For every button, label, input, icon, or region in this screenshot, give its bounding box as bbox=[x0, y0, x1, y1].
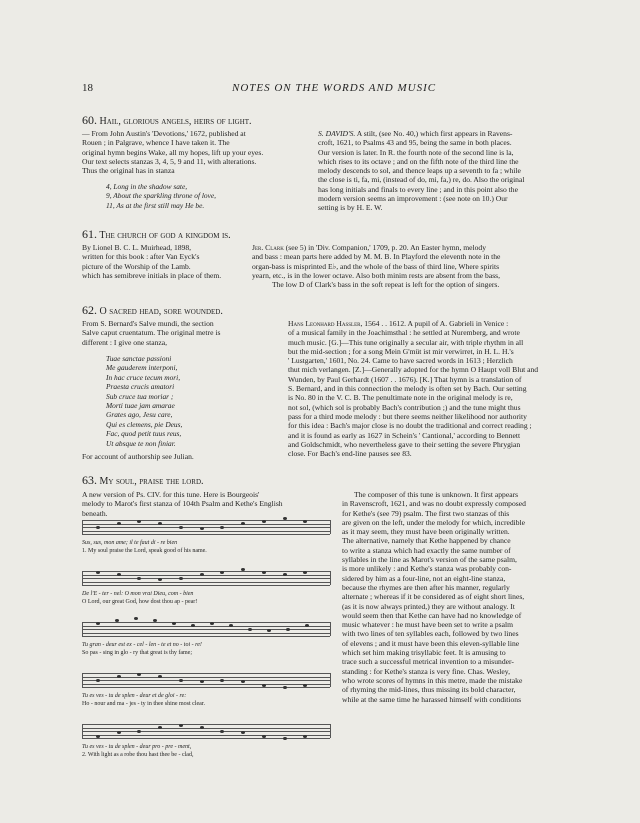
hymn-number: 60. bbox=[82, 113, 97, 127]
text-line: A stilt, (see No. 40,) which first appears in Ravens- bbox=[356, 129, 513, 138]
lyric-french: Sus, sus, mon ame; il te faut di - re bien bbox=[82, 540, 178, 546]
verse-line: Tuae sanctae passioni bbox=[106, 354, 172, 363]
lyric-english: O Lord, our great God, how dost thou ap - pear! bbox=[82, 599, 198, 605]
hymn-number: 62. bbox=[82, 303, 97, 317]
music-note bbox=[115, 619, 119, 622]
text-line: standing : for Kethe's stanza is very fine. Chas. Wesley, bbox=[342, 666, 510, 676]
text-line: By Lionel B. C. L. Muirhead, 1898, bbox=[82, 243, 192, 252]
music-note bbox=[303, 684, 307, 687]
text-line: The low D of Clark's bass in the soft repeat is left for the option of singers. bbox=[272, 280, 500, 290]
text-line: music whatever : he must have been set to write a psalm bbox=[342, 620, 514, 630]
text-line: which set him making trisyllabic feet. It is amusing to bbox=[342, 648, 506, 658]
text-line: for Kethe's (see 79) psalm. The first two stanzas of this bbox=[342, 508, 510, 518]
text-line: which has semibreve initials in place of them. bbox=[82, 270, 222, 280]
text-line: to write a stanza which had exactly the same number of bbox=[342, 545, 511, 555]
music-note bbox=[283, 517, 287, 520]
music-note bbox=[96, 735, 100, 738]
text-line: original hymn begins Wake, all my hopes, lift up your eyes. bbox=[82, 147, 264, 157]
text-line: setting is by H. E. W. bbox=[318, 203, 383, 213]
text-line: much music. [G.]—This tune originally a secular air, with triple rhythm in all bbox=[288, 337, 524, 347]
text-line: is more unlikely : and Kethe's stanza was probably con- bbox=[342, 564, 512, 574]
lyric-french: Tu es ves - tu de splen - deur pro - pre - ment, bbox=[82, 744, 192, 750]
music-note bbox=[248, 628, 252, 631]
verse-line: Qui es clemens, pie Deus, bbox=[106, 419, 183, 429]
bar-line bbox=[82, 622, 83, 636]
text-line: — From John Austin's 'Devotions,' 1672, published at bbox=[82, 129, 246, 138]
lyric-english: 1. My soul praise the Lord, speak good of his name. bbox=[82, 548, 207, 554]
hymn-title: O sacred head, sore wounded. bbox=[99, 306, 223, 317]
text-line: croft, 1621, to Psalms 43 and 95, being the same in both places. bbox=[318, 138, 512, 148]
text-line: and Goldschmidt, who nevertheless gave to their setting the severe Phrygian bbox=[288, 439, 521, 449]
music-note bbox=[117, 675, 121, 678]
text-line: while at the same time he harassed himself with conditions bbox=[342, 694, 522, 704]
text-line: written for this book : after Van Eyck's bbox=[82, 252, 200, 262]
text-line: yearn, etc., is in the lower octave. Also both minim rests are absent from the bass, bbox=[252, 270, 500, 280]
verse-line: Morti tuae jam amarae bbox=[106, 401, 175, 411]
lyric-french: Tu es ves - tu de splen - deur et de gloi - re: bbox=[82, 693, 187, 699]
hymn-60-heading bbox=[82, 114, 252, 128]
music-note bbox=[137, 730, 141, 733]
composer-name: Jer. Clark bbox=[252, 243, 284, 252]
text-line: beneath. bbox=[82, 508, 108, 518]
hymn-61-notes-left bbox=[82, 243, 248, 280]
music-note bbox=[200, 573, 204, 576]
music-note bbox=[283, 737, 287, 740]
music-note bbox=[191, 624, 195, 627]
lyric-english: So pas - sing in glo - ry that great is thy fame; bbox=[82, 650, 192, 656]
music-note bbox=[96, 679, 100, 682]
text-line: has long initials and finals to every line ; and in this point also the bbox=[318, 184, 518, 194]
text-line: ' Lustgarten,' 1601, No. 24. Came to have sacred words in 1613 ; Herzlich bbox=[288, 356, 513, 366]
text-line: close. For Bach's end-line pauses see 83. bbox=[288, 449, 412, 459]
music-note bbox=[220, 679, 224, 682]
music-note bbox=[117, 522, 121, 525]
hymn-63-notes-left bbox=[82, 490, 330, 518]
text-line: in Ravenscroft, 1621, and was no doubt expressly composed bbox=[342, 499, 526, 509]
text-line: which rises to its octave ; and on the fifth note of the third line the bbox=[318, 156, 519, 166]
bar-line bbox=[330, 622, 331, 636]
text-line: as it may seem, they must have been originally written. bbox=[342, 527, 510, 537]
hymn-62-heading bbox=[82, 304, 223, 318]
hymn-title: Hail, glorious angels, heirs of light. bbox=[99, 116, 252, 127]
hymn-62-notes-left bbox=[82, 319, 262, 347]
hymn-63-heading bbox=[82, 474, 204, 488]
verse-line: Grates ago, Jesu care, bbox=[106, 410, 173, 420]
music-note bbox=[305, 624, 309, 627]
hymn-62-latin-verse bbox=[106, 354, 182, 448]
music-note bbox=[220, 526, 224, 529]
text-line: Our text selects stanzas 3, 4, 5, 9 and 11, with alterations. bbox=[82, 156, 257, 166]
hymn-title: The church of god a kingdom is. bbox=[99, 230, 231, 241]
music-note bbox=[96, 526, 100, 529]
music-note bbox=[117, 573, 121, 576]
bar-line bbox=[82, 571, 83, 585]
text-line: with two lines of ten syllables each, followed by two lines bbox=[342, 629, 519, 639]
verse-line: 4, Long in the shadow sate, bbox=[106, 182, 188, 191]
hymn-60-notes-right bbox=[318, 129, 558, 213]
running-title: NOTES ON THE WORDS AND MUSIC bbox=[232, 82, 437, 94]
text-line: is No. 80 in the V. C. B. The penultimate note in the original melody is re, bbox=[288, 393, 513, 403]
music-note bbox=[137, 577, 141, 580]
music-note bbox=[241, 568, 245, 571]
verse-line: In hac cruce tecum mori, bbox=[106, 372, 181, 382]
music-note bbox=[303, 735, 307, 738]
bar-line bbox=[330, 520, 331, 534]
bar-line bbox=[82, 724, 83, 738]
music-note bbox=[262, 735, 266, 738]
text-line: of a musical family in the Joachimsthal : he settled at Nuremberg, and wrote bbox=[288, 328, 520, 338]
bar-line bbox=[330, 673, 331, 687]
music-note bbox=[153, 619, 157, 622]
music-note bbox=[283, 686, 287, 689]
hymn-60-notes-left bbox=[82, 129, 306, 175]
text-line: melody descends to sol, and thence leaps up a seventh to fa ; while bbox=[318, 166, 521, 176]
text-line: not sol, (which sol is probably Bach's contribution ;) and the tune might thus bbox=[288, 402, 521, 412]
music-note bbox=[220, 730, 224, 733]
music-note bbox=[283, 573, 287, 576]
tune-name: S. DAVID'S. bbox=[318, 129, 356, 138]
text-line: of elevens ; and it must have been this eleven-syllable line bbox=[342, 638, 520, 648]
hymn-title: My soul, praise the lord. bbox=[99, 476, 204, 487]
text-line: From S. Bernard's Salve mundi, the section bbox=[82, 319, 214, 328]
text-line: sidered by him as a four-line, not an eight-line stanza, bbox=[342, 573, 506, 583]
hymn-60-verse bbox=[106, 182, 216, 210]
page-number: 18 bbox=[82, 82, 93, 94]
lyric-french: Tu gran - deur est ex - cel - len - te et no - toi - re! bbox=[82, 642, 202, 648]
verse-line: 11, As at the first still may He be. bbox=[106, 200, 205, 210]
music-note bbox=[200, 726, 204, 729]
hymn-63-notes-right bbox=[342, 490, 558, 704]
bar-line bbox=[82, 673, 83, 687]
verse-line: 9, About the sparkling throne of love, bbox=[106, 191, 217, 201]
text-line: would seem then that Kethe can have had no knowledge of bbox=[342, 610, 522, 620]
music-note bbox=[134, 617, 138, 620]
verse-line: Me gauderem interponi, bbox=[106, 363, 178, 373]
text-line: thut mich verlangen. [Z.]—Generally adopted for the hymn O Haupt voll Blut and bbox=[288, 365, 539, 375]
page-header bbox=[82, 82, 568, 96]
text-line: The composer of this tune is unknown. It first appears bbox=[354, 490, 519, 499]
text-line: Rouen ; in Palgrave, whence I have taken it. The bbox=[82, 138, 230, 148]
text-line: trace such a successful metrical invention to a misunder- bbox=[342, 657, 514, 667]
text-line: Thus the original has in stanza bbox=[82, 166, 175, 176]
music-note bbox=[179, 679, 183, 682]
text-line: and it is found as early as 1627 in Schein's ' Cantional,' according to Bennett bbox=[288, 430, 521, 440]
text-line: but the mid-section ; for a song Mein G'müt ist mir verwirret, in H. L. H.'s bbox=[288, 346, 514, 356]
lyric-english: Ho - nour and ma - jes - ty in thee shine most clear. bbox=[82, 701, 205, 707]
text-line: (see 5) in 'Div. Companion,' 1709, p. 20. An Easter hymn, melody bbox=[285, 243, 487, 252]
bar-line bbox=[82, 520, 83, 534]
text-line: Our version is later. In R. the fourth note of the second line is la, bbox=[318, 147, 514, 157]
text-line: organ-bass is misprinted E♭, and the whole of the bass of third line, Where spirits bbox=[252, 261, 500, 271]
text-line: modern version seems an improvement : (see note on 10.) Our bbox=[318, 194, 508, 204]
text-line: the close is ti, fa, mi, (instead of do, mi, fa,) re, do. Also the original bbox=[318, 175, 525, 185]
text-line: alternate ; whereas if it be considered as of eight short lines, bbox=[342, 592, 525, 602]
music-note bbox=[286, 628, 290, 631]
composer-name: Hans Leonhard Hassler, bbox=[288, 319, 363, 328]
text-line: (as it is now always printed,) they are without analogy. It bbox=[342, 601, 515, 611]
text-line: melody to Marot's first stanza of 104th Psalm and Kethe's English bbox=[82, 499, 283, 509]
hymn-62-authorship-note: For account of authorship see Julian. bbox=[82, 452, 194, 461]
text-line: because the rhymes are then after his manner, regularly bbox=[342, 582, 510, 592]
verse-line: Sub cruce tua moriar ; bbox=[106, 391, 174, 401]
text-line: of rhyming the mid-lines, thus missing its bold character, bbox=[342, 685, 516, 695]
music-note bbox=[179, 577, 183, 580]
text-line: who wrote scores of hymns in this metre, made the mistake bbox=[342, 675, 523, 685]
hymn-61-heading bbox=[82, 228, 231, 242]
verse-line: Fac, quod petit tuus reus, bbox=[106, 429, 182, 439]
text-line: different : I give one stanza, bbox=[82, 337, 168, 347]
text-line: and bass : mean parts here added by M. M. B. In Playford the eleventh note in the bbox=[252, 252, 501, 262]
music-note bbox=[179, 526, 183, 529]
text-line: Salve caput cruentatum. The original metre is bbox=[82, 328, 221, 338]
text-line: The alternative, namely that Kethe happened by chance bbox=[342, 536, 511, 546]
text-line: picture of the Worship of the Lamb. bbox=[82, 261, 191, 271]
music-note bbox=[262, 684, 266, 687]
text-line: A new version of Ps. CIV. for this tune. Here is Bourgeois' bbox=[82, 490, 260, 499]
text-line: are given on the left, under the melody for which, incredible bbox=[342, 517, 526, 527]
hymn-62-notes-right bbox=[288, 319, 558, 458]
hymn-number: 61. bbox=[82, 227, 97, 241]
text-line: pass for a third mode melody : but there seems neither likelihood nor authority bbox=[288, 411, 527, 421]
bar-line bbox=[330, 571, 331, 585]
hymn-61-notes-right bbox=[252, 243, 558, 289]
text-line: syllables in the line as Marot's version of the same psalm, bbox=[342, 555, 517, 565]
bar-line bbox=[330, 724, 331, 738]
lyric-english: 2. With light as a robe thou hast thee be - clad, bbox=[82, 752, 194, 758]
text-line: Wunden, by Paul Gerhardt (1607 . . 1676). [K.] That hymn is a translation of bbox=[288, 374, 522, 384]
text-line: 1564 . . 1612. A pupil of A. Gabrieli in Venice : bbox=[364, 319, 509, 328]
text-line: S. Bernard, and in this connection the melody is often set by Bach. Our setting bbox=[288, 384, 527, 394]
lyric-french: De l'E - ter - nel: O mon vrai Dieu, com - bien bbox=[82, 591, 194, 597]
text-line: for this idea : Bach's major close is no doubt the traditional and correct reading ; bbox=[288, 421, 532, 431]
verse-line: Praesta crucis amatori bbox=[106, 382, 175, 392]
hymn-number: 63. bbox=[82, 473, 97, 487]
verse-line: Ut absque te non finiar. bbox=[106, 438, 176, 448]
music-note bbox=[229, 624, 233, 627]
